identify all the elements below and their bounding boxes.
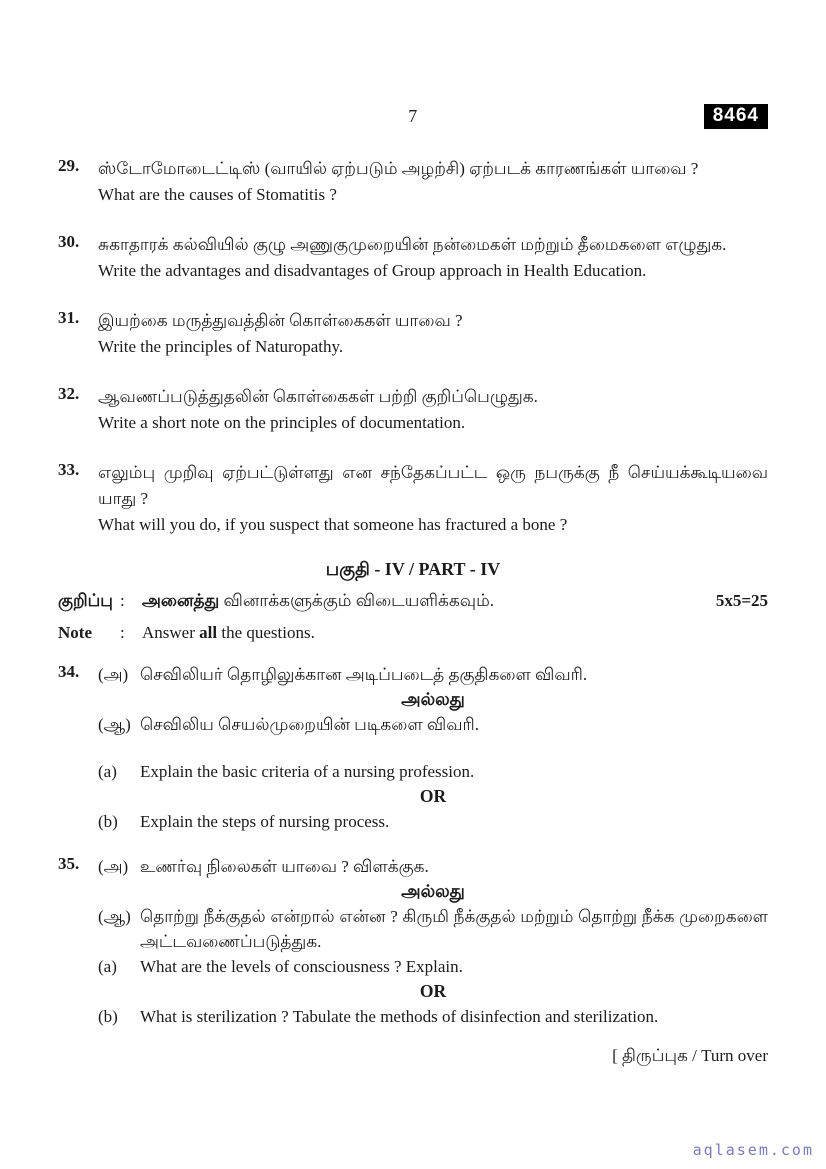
- subquestion-english-b: [98, 809, 768, 834]
- subquestion-label: (அ): [98, 665, 129, 684]
- subquestion-text-english: What is sterilization ? Tabulate the methods of disinfection and sterilization.: [140, 1007, 659, 1026]
- question-body: [98, 460, 768, 538]
- note-text-english: [142, 620, 768, 646]
- question-body: [98, 662, 768, 834]
- subquestion-label: (ஆ): [98, 907, 131, 926]
- paper-code-badge: 8464: [704, 104, 768, 129]
- question-number: 32.: [58, 384, 80, 403]
- question-text-english: Write the advantages and disadvantages of Group approach in Health Education.: [98, 261, 647, 280]
- question-number: 35.: [58, 854, 80, 873]
- or-separator-tamil: அல்லது: [401, 881, 465, 901]
- subquestion-text-tamil: செவிலிய செயல்முறையின் படிகளை விவரி.: [140, 715, 480, 734]
- subquestion-tamil-b: [98, 712, 768, 737]
- subquestion-label: (அ): [98, 857, 129, 876]
- subquestion-tamil-a: [98, 662, 768, 687]
- page-header: [58, 106, 768, 132]
- page-number: 7: [408, 106, 418, 126]
- subquestion-label: (b): [98, 812, 118, 831]
- question-text-tamil: இயற்கை மருத்துவத்தின் கொள்கைகள் யாவை ?: [98, 311, 463, 330]
- or-separator-english: OR: [419, 786, 447, 806]
- question-body: [98, 156, 768, 208]
- note-emphasis-tamil: அனைத்து: [142, 591, 220, 610]
- subquestion-english-b: [98, 1004, 768, 1029]
- question-34: [58, 662, 768, 834]
- note-text-tamil: [142, 588, 716, 614]
- question-text-tamil: சுகாதாரக் கல்வியில் குழு அணுகுமுறையின் நன்மைகள் மற்றும் தீமைகளை எழுதுக.: [98, 235, 727, 254]
- part-heading: பகுதி - IV / PART - IV: [325, 559, 501, 579]
- question-text-english: What are the causes of Stomatitis ?: [98, 185, 337, 204]
- question-29: [58, 156, 768, 208]
- subquestion-text-english: Explain the basic criteria of a nursing profession.: [140, 762, 475, 781]
- question-text-english: Write the principles of Naturopathy.: [98, 337, 344, 356]
- spacer: [98, 737, 768, 759]
- question-text-english: Write a short note on the principles of documentation.: [98, 413, 466, 432]
- question-number: 29.: [58, 156, 80, 175]
- question-33: [58, 460, 768, 538]
- note-pre-english: Answer: [142, 623, 195, 642]
- subquestion-text-tamil: உணர்வு நிலைகள் யாவை ? விளக்குக.: [140, 857, 429, 876]
- subquestion-label: (ஆ): [98, 715, 131, 734]
- question-text-tamil: ஸ்டோமோடைட்டிஸ் (வாயில் ஏற்படும் அழற்சி) ஏற்படக் காரணங்கள் யாவை ?: [98, 159, 699, 178]
- question-body: [98, 232, 768, 284]
- site-watermark: aqlasem.com: [692, 1141, 814, 1159]
- turn-over-note: [ திருப்புக / Turn over: [612, 1046, 768, 1065]
- question-body: [98, 308, 768, 360]
- note-post-english: the questions.: [221, 623, 315, 642]
- note-label-english: Note: [58, 623, 92, 642]
- question-body: [98, 384, 768, 436]
- question-number: 33.: [58, 460, 80, 479]
- subquestion-text-english: Explain the steps of nursing process.: [140, 812, 390, 831]
- note-rest-tamil: வினாக்களுக்கும் விடையளிக்கவும்.: [223, 591, 495, 610]
- subquestion-english-a: [98, 954, 768, 979]
- question-31: [58, 308, 768, 360]
- note-colon: :: [120, 623, 125, 642]
- subquestion-label: (b): [98, 1007, 118, 1026]
- question-number: 30.: [58, 232, 80, 251]
- subquestion-label: (a): [98, 762, 117, 781]
- note-emphasis-english: all: [199, 623, 218, 642]
- marks-badge: 5x5=25: [715, 591, 768, 610]
- or-separator-tamil: அல்லது: [401, 689, 465, 709]
- question-30: [58, 232, 768, 284]
- subquestion-english-a: [98, 759, 768, 784]
- note-row-tamil: [58, 588, 768, 614]
- note-row-english: [58, 620, 768, 646]
- question-text-tamil: எலும்பு முறிவு ஏற்பட்டுள்ளது என சந்தேகப்பட்ட ஒரு நபருக்கு நீ செய்யக்கூடியவை யாது ?: [98, 463, 768, 508]
- question-number: 31.: [58, 308, 80, 327]
- note-label-tamil: குறிப்பு: [58, 591, 113, 610]
- question-text-tamil: ஆவணப்படுத்துதலின் கொள்கைகள் பற்றி குறிப்பெழுதுக.: [98, 387, 538, 406]
- subquestion-text-tamil: செவிலியர் தொழிலுக்கான அடிப்படைத் தகுதிகளை விவரி.: [140, 665, 588, 684]
- question-35: [58, 854, 768, 1029]
- or-separator-english: OR: [419, 981, 447, 1001]
- question-32: [58, 384, 768, 436]
- question-body: [98, 854, 768, 1029]
- subquestion-text-english: What are the levels of consciousness ? Explain.: [140, 957, 463, 976]
- subquestion-label: (a): [98, 957, 117, 976]
- subquestion-tamil-b: [98, 904, 768, 954]
- subquestion-tamil-a: [98, 854, 768, 879]
- question-number: 34.: [58, 662, 80, 681]
- note-colon: :: [120, 591, 125, 610]
- question-text-english: What will you do, if you suspect that someone has fractured a bone ?: [98, 515, 568, 534]
- subquestion-text-tamil: தொற்று நீக்குதல் என்றால் என்ன ? கிருமி நீக்குதல் மற்றும் தொற்று நீக்க முறைகளை அட்டவணைப்படுத்துக.: [140, 907, 768, 951]
